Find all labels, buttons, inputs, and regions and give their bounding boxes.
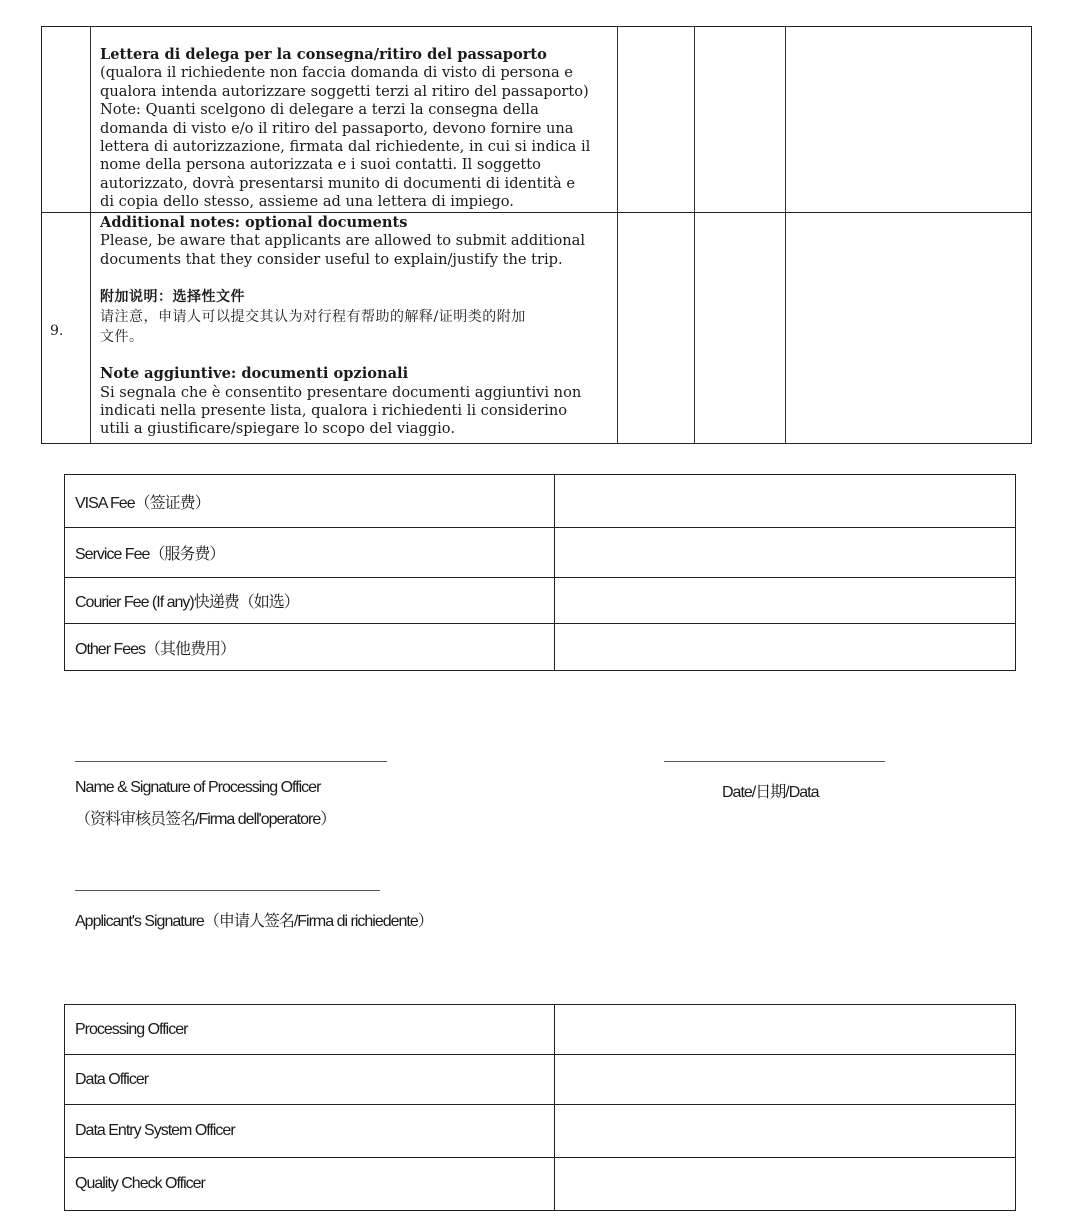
table-row — [65, 475, 1016, 528]
data-entry-officer-field[interactable] — [555, 1105, 1016, 1158]
checklist-row-additional-notes — [100, 214, 610, 439]
table-row — [65, 1105, 1016, 1158]
column-divider — [785, 27, 786, 443]
item-line: autorizzato, dovrà presentarsi munito di documenti di identità e — [100, 174, 575, 192]
table-row — [65, 528, 1016, 578]
applicant-signature-label: Applicant's Signature（申请人签名/Firma di richiedente） — [75, 913, 433, 930]
column-divider — [694, 27, 695, 443]
courier-fee-label: Courier Fee (If any)快递费（如选） — [65, 578, 555, 624]
item-line: utili a giustificare/spiegare lo scopo del viaggio. — [100, 420, 455, 438]
item-line: domanda di visto e/o il ritiro del passaporto, devono fornire una — [100, 119, 574, 137]
other-fees-label: Other Fees（其他费用） — [65, 624, 555, 671]
service-fee-field[interactable] — [555, 528, 1016, 578]
item-line: lettera di autorizzazione, firmata dal richiedente, in cui si indica il — [100, 138, 591, 156]
processing-officer-label: Processing Officer — [65, 1005, 555, 1055]
data-officer-field[interactable] — [555, 1055, 1016, 1105]
officer-signature-sublabel: （资料审核员签名/Firma dell'operatore） — [75, 811, 336, 828]
row-number: 9. — [50, 323, 64, 339]
item-title-it: Note aggiuntive: documenti opzionali — [100, 365, 409, 383]
quality-check-officer-label: Quality Check Officer — [65, 1158, 555, 1211]
item-line: qualora intenda autorizzare soggetti terzi al ritiro del passaporto) — [100, 82, 589, 100]
service-fee-label: Service Fee（服务费） — [65, 528, 555, 578]
item-line: Note: Quanti scelgono di delegare a terzi la consegna della — [100, 101, 539, 119]
visa-fee-field[interactable] — [555, 475, 1016, 528]
processing-officer-field[interactable] — [555, 1005, 1016, 1055]
officer-signature-label: Name & Signature of Processing Officer — [75, 779, 321, 796]
item-line: Si segnala che è consentito presentare documenti aggiuntivi non — [100, 383, 582, 401]
data-entry-officer-label: Data Entry System Officer — [65, 1105, 555, 1158]
checklist-row-delegation-letter — [100, 46, 610, 212]
item-line: 请注意，申请人可以提交其认为对行程有帮助的解释/证明类的附加 — [100, 309, 526, 326]
item-line: Please, be aware that applicants are allowed to submit additional — [100, 232, 585, 250]
table-row — [65, 1158, 1016, 1211]
column-divider — [90, 27, 91, 443]
visa-fee-label: VISA Fee（签证费） — [65, 475, 555, 528]
item-line: (qualora il richiedente non faccia domanda di visto di persona e — [100, 64, 573, 82]
row-divider — [42, 212, 1031, 213]
item-line: indicati nella presente lista, qualora i richiedenti li considerino — [100, 402, 567, 420]
item-title-zh: 附加说明：选择性文件 — [100, 289, 245, 306]
document-checklist-table — [41, 26, 1032, 444]
other-fees-field[interactable] — [555, 624, 1016, 671]
item-title: Lettera di delega per la consegna/ritiro del passaporto — [100, 46, 547, 63]
officer-signature-line[interactable] — [75, 761, 387, 762]
applicant-signature-line[interactable] — [75, 890, 380, 891]
quality-check-officer-field[interactable] — [555, 1158, 1016, 1211]
officers-table — [64, 1004, 1016, 1211]
date-line[interactable] — [664, 761, 885, 762]
date-label: Date/日期/Data — [722, 784, 819, 801]
item-line: di copia dello stesso, assieme ad una lettera di impiego. — [100, 193, 514, 211]
item-line: nome della persona autorizzata e i suoi contatti. Il soggetto — [100, 156, 541, 174]
table-row — [65, 624, 1016, 671]
table-row — [65, 1005, 1016, 1055]
item-line: 文件。 — [100, 329, 144, 346]
courier-fee-field[interactable] — [555, 578, 1016, 624]
item-title-en: Additional notes: optional documents — [100, 214, 408, 231]
table-row — [65, 1055, 1016, 1105]
data-officer-label: Data Officer — [65, 1055, 555, 1105]
column-divider — [617, 27, 618, 443]
table-row — [65, 578, 1016, 624]
item-line: documents that they consider useful to explain/justify the trip. — [100, 250, 563, 268]
fees-table — [64, 474, 1016, 671]
